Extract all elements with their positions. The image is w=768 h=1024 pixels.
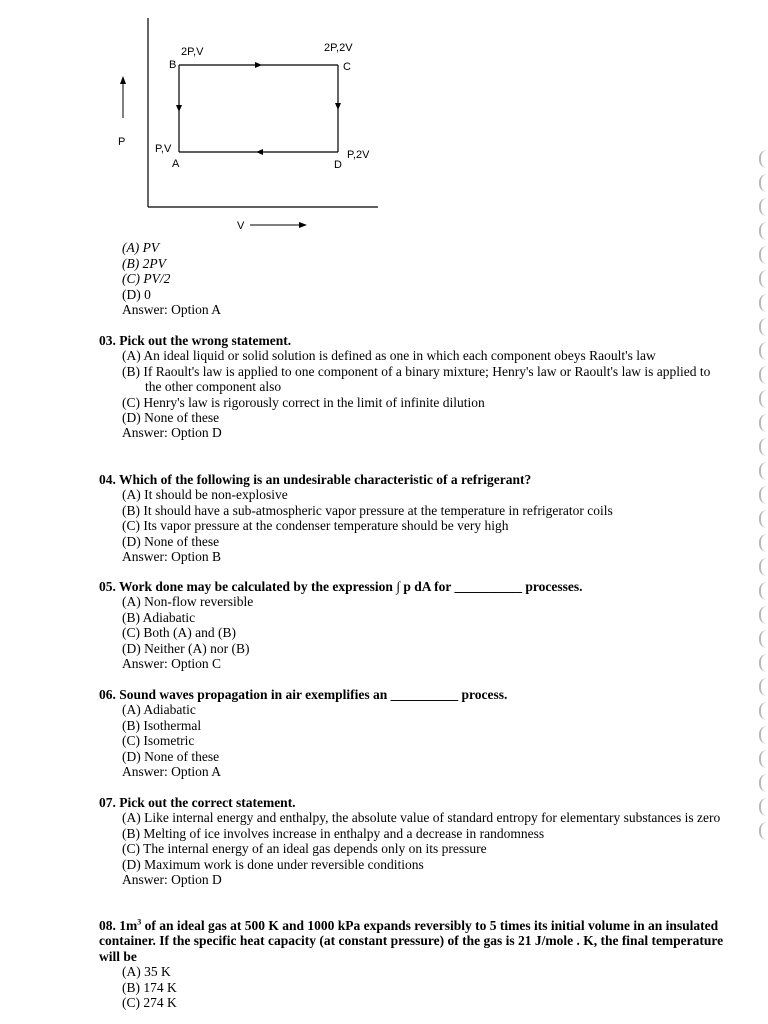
option: (D) None of these [122, 410, 220, 426]
direction-arrows [176, 62, 341, 155]
axis-p-label: P [118, 136, 126, 148]
label-d-state: P,2V [347, 149, 370, 161]
stem-superscript: 3 [137, 917, 142, 927]
option: (D) None of these [122, 533, 220, 549]
stem-rest: of an ideal gas at 500 K and 1000 kPa expands reversibly to 5 times its initial volume in an insulated container. If the specific heat capacity (at constant pressure) of the gas is 21 J/mole . K, the final temperature will be [99, 918, 724, 964]
axis-v-label: V [237, 220, 245, 232]
label-c-state: 2P,2V [324, 42, 353, 54]
answer: Answer: Option C [122, 656, 221, 672]
answer: Answer: Option B [122, 549, 221, 565]
option: (D) None of these [122, 748, 220, 764]
question-stem: 06. Sound waves propagation in air exemplifies an __________ process. [99, 687, 508, 702]
question-stem [99, 918, 729, 964]
option: (B) Melting of ice involves increase in enthalpy and a decrease in randomness [122, 825, 545, 841]
option: (A) 35 K [122, 964, 171, 980]
question-04 [99, 472, 729, 564]
v-axis-arrow [250, 222, 307, 228]
option: (A) Adiabatic [122, 702, 196, 718]
option: (B) Adiabatic [122, 609, 196, 625]
option: (D) Neither (A) nor (B) [122, 640, 250, 656]
q02-option: (D) 0 [122, 286, 151, 302]
question-stem: 04. Which of the following is an undesirable characteristic of a refrigerant? [99, 472, 532, 487]
pv-cycle-diagram [0, 0, 400, 240]
option: (A) It should be non-explosive [122, 487, 288, 503]
arrow-up-icon [120, 76, 126, 84]
p-axis-arrow [120, 76, 126, 118]
option: (C) Both (A) and (B) [122, 625, 236, 641]
option: (B) 174 K [122, 979, 177, 995]
option: (C) Henry's law is rigorously correct in the limit of infinite dilution [122, 394, 485, 410]
arrow-left-icon [256, 149, 263, 155]
letter-b: B [169, 59, 177, 71]
question-stem: 07. Pick out the correct statement. [99, 795, 296, 810]
arrow-down-icon [335, 103, 341, 110]
option: (A) Like internal energy and enthalpy, the absolute value of standard entropy for elementary substances is zero [122, 810, 721, 826]
cycle-rectangle [179, 65, 338, 152]
q02-option: (A) PV [122, 240, 160, 255]
option: (A) Non-flow reversible [122, 594, 254, 610]
q02-options [122, 240, 221, 318]
question-stem: 05. Work done may be calculated by the expression ∫ p dA for __________ processes. [99, 579, 583, 594]
arrow-right-icon [255, 62, 262, 68]
question-08 [99, 918, 729, 1010]
answer: Answer: Option A [122, 764, 221, 780]
arrow-down-icon [176, 105, 182, 112]
letter-c: C [343, 61, 351, 73]
question-stem: 03. Pick out the wrong statement. [99, 333, 292, 348]
q02-option: (C) PV/2 [122, 271, 171, 286]
question-07 [99, 795, 729, 887]
arrow-right-icon [299, 222, 307, 228]
option: (C) Isometric [122, 733, 195, 749]
letter-a: A [172, 158, 180, 170]
answer: Answer: Option D [122, 425, 222, 441]
question-06 [99, 687, 729, 779]
option: (B) It should have a sub-atmospheric vapor pressure at the temperature in refrigerator coils [122, 502, 613, 518]
letter-d: D [334, 159, 342, 171]
q02-option: (B) 2PV [122, 255, 166, 271]
label-a-state: P,V [155, 143, 172, 155]
answer: Answer: Option D [122, 872, 222, 888]
stem-prefix: 08. 1m [99, 918, 138, 933]
question-03 [99, 333, 729, 441]
option: (D) Maximum work is done under reversible conditions [122, 856, 424, 872]
question-05 [99, 579, 729, 671]
page-edge-artifacts [754, 150, 768, 870]
option: (C) 274 K [122, 995, 177, 1011]
option: (C) The internal energy of an ideal gas depends only on its pressure [122, 841, 487, 857]
option: (A) An ideal liquid or solid solution is defined as one in which each component obeys Raoult's law [122, 348, 656, 364]
label-b-state: 2P,V [181, 46, 204, 58]
q02-answer: Answer: Option A [122, 302, 221, 317]
option: (B) Isothermal [122, 717, 202, 733]
option: (C) Its vapor pressure at the condenser temperature should be very high [122, 518, 509, 534]
option: (B) If Raoult's law is applied to one component of a binary mixture; Henry's law or Raoult's law is applied to the other component also [122, 363, 711, 395]
